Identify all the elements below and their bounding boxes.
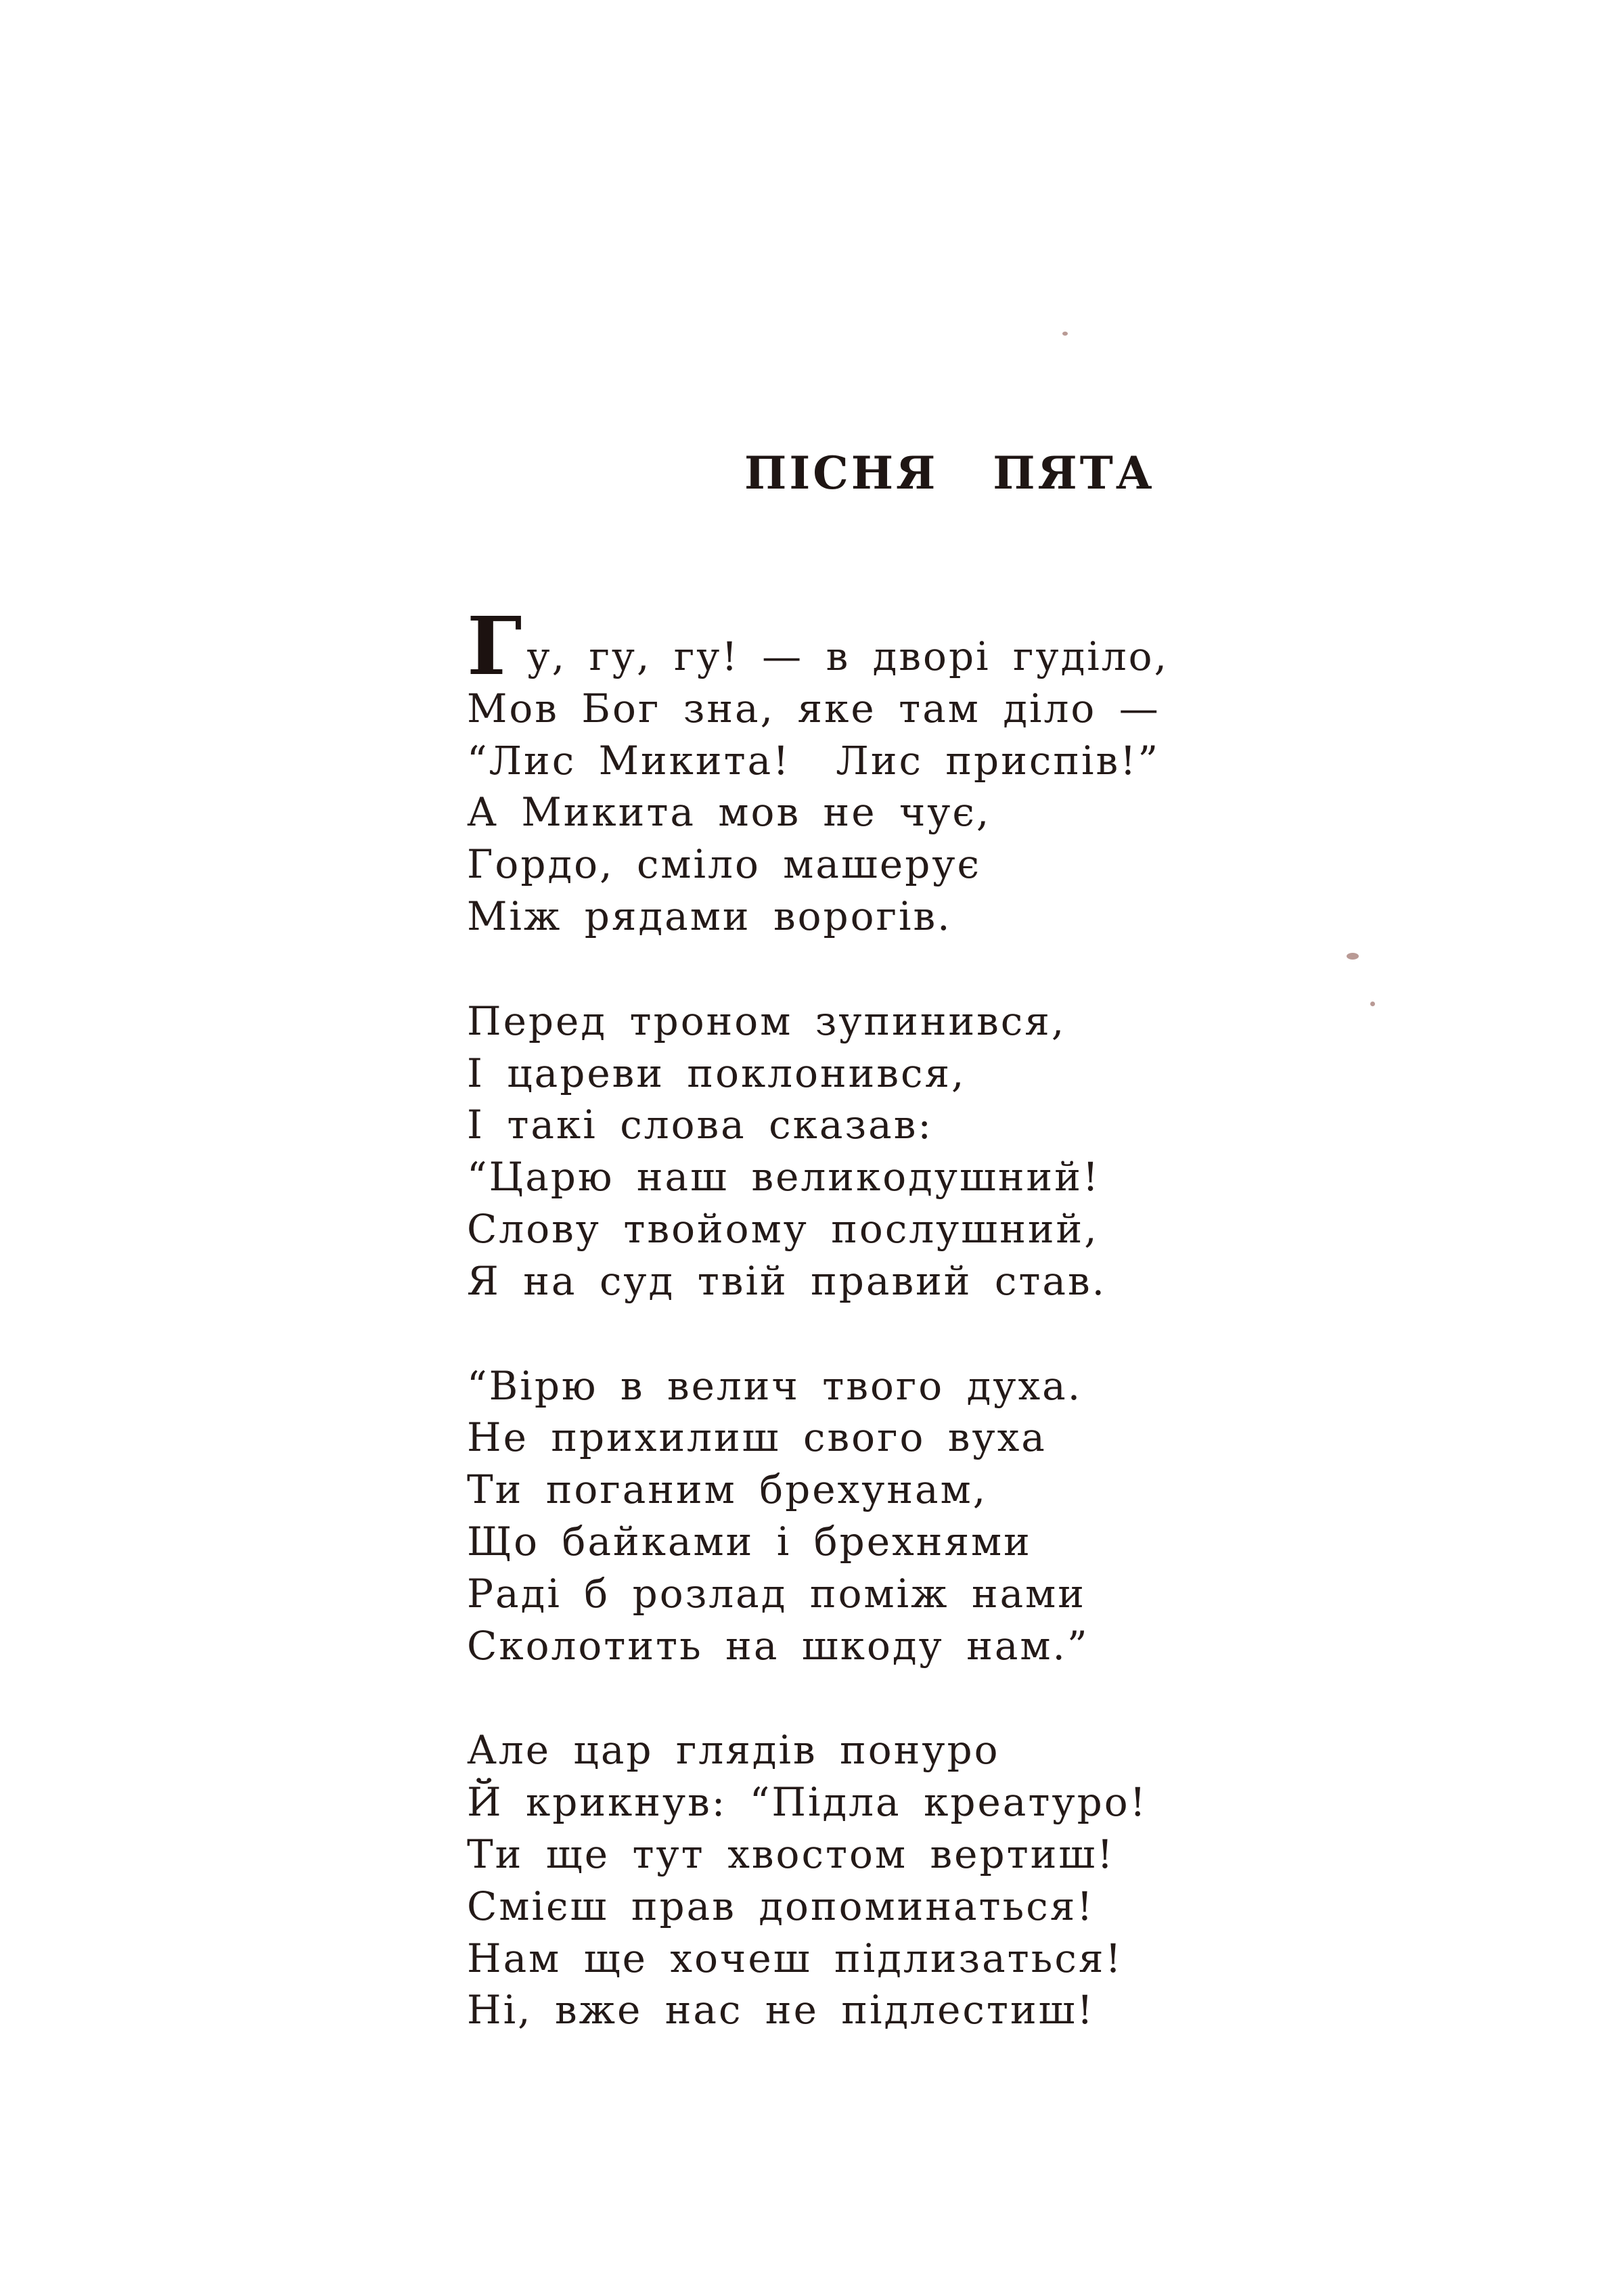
stanza-2 xyxy=(467,995,1414,1307)
poem-line: Але цар глядів понуро xyxy=(467,1727,1000,1774)
poem-body xyxy=(467,599,1414,2036)
poem-line: Нам ще хочеш підлизаться! xyxy=(467,1935,1123,1981)
drop-cap: Г xyxy=(467,599,524,693)
poem-line: Й крикнув: “Підла креатуро! xyxy=(467,1779,1148,1826)
poem-line: Перед троном зупинився, xyxy=(467,997,1066,1044)
poem-line xyxy=(467,599,1414,693)
page-title: ПІСНЯ ПЯТА xyxy=(744,447,1155,499)
poem-line: “Царю наш великодушний! xyxy=(467,1154,1101,1200)
stanza-1 xyxy=(467,599,1414,943)
poem-line: Не прихилиш свого вуха xyxy=(467,1414,1047,1461)
poem-line-text: у, гу, гу! — в дворі гуділо, xyxy=(526,633,1169,679)
poem-line: Слову твойому послушний, xyxy=(467,1205,1099,1252)
poem-line: Ти поганим брехунам, xyxy=(467,1466,988,1513)
poem-line: Смієш прав допоминаться! xyxy=(467,1883,1095,1929)
poem-line: А Микита мов не чує, xyxy=(467,789,991,836)
poem-line: Сколотить на шкоду нам.” xyxy=(467,1622,1089,1669)
poem-line: Гордо, сміло машерує xyxy=(467,841,981,888)
poem-line: І такі слова сказав: xyxy=(467,1102,933,1148)
poem-line: І цареви поклонився, xyxy=(467,1050,966,1096)
paper-speck xyxy=(1062,332,1068,336)
poem-line: Мов Бог зна, яке там діло — xyxy=(467,685,1160,732)
poem-line: Що байками і брехнями xyxy=(467,1518,1032,1565)
poem-line: “Лис Микита! Лис приспів!” xyxy=(467,737,1160,784)
poem-line: Ні, вже нас не підлестиш! xyxy=(467,1987,1095,2034)
stanza-4 xyxy=(467,1724,1414,2036)
poem-line: Між рядами ворогів. xyxy=(467,893,952,939)
poem-line: “Вірю в велич твого духа. xyxy=(467,1362,1083,1409)
stanza-3 xyxy=(467,1360,1414,1672)
poem-line: Ти ще тут хвостом вертиш! xyxy=(467,1830,1115,1877)
poem-line: Раді б розлад поміж нами xyxy=(467,1570,1086,1617)
poem-line: Я на суд твій правий став. xyxy=(467,1257,1107,1304)
